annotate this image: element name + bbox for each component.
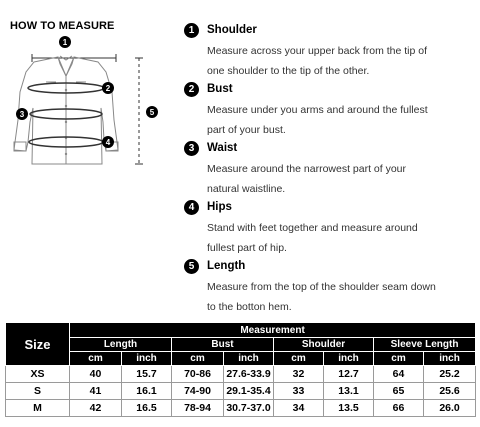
instruction-line: Stand with feet together and measure around (207, 222, 418, 234)
table-cell: 13.5 (324, 400, 374, 417)
table-cell: 15.7 (122, 366, 172, 383)
svg-text:5: 5 (149, 108, 155, 117)
table-row (6, 366, 476, 383)
table-row (6, 400, 476, 417)
unit-header: cm (274, 352, 324, 366)
svg-text:4: 4 (105, 138, 111, 147)
size-cell: M (6, 400, 70, 417)
instruction-waist (184, 140, 476, 199)
unit-header: cm (70, 352, 122, 366)
table-cell: 78-94 (172, 400, 224, 417)
instruction-title: Shoulder (207, 24, 257, 36)
table-cell: 40 (70, 366, 122, 383)
shoulder-header: Shoulder (274, 338, 374, 352)
instruction-line: Measure around the narrowest part of your (207, 163, 407, 175)
size-chart-table (5, 322, 476, 417)
size-cell: S (6, 383, 70, 400)
table-cell: 42 (70, 400, 122, 417)
number-4-icon: 4 (184, 200, 199, 215)
instruction-line: one shoulder to the tip of the other. (207, 65, 370, 77)
instruction-line: part of your bust. (207, 124, 286, 136)
table-cell: 29.1-35.4 (224, 383, 274, 400)
table-cell: 70-86 (172, 366, 224, 383)
number-3-icon: 3 (184, 141, 199, 156)
sleeve-length-header: Sleeve Length (374, 338, 476, 352)
table-cell: 34 (274, 400, 324, 417)
svg-text:1: 1 (62, 38, 68, 47)
table-cell: 32 (274, 366, 324, 383)
table-cell: 26.0 (424, 400, 476, 417)
instruction-line: fullest part of hip. (207, 242, 287, 254)
unit-header: inch (424, 352, 476, 366)
svg-text:2: 2 (105, 84, 111, 93)
shirt-diagram (0, 30, 178, 318)
measure-diagram-panel (0, 0, 178, 318)
instruction-title: Waist (207, 142, 238, 154)
marker-2-icon (102, 82, 114, 94)
instruction-title: Bust (207, 83, 233, 95)
marker-4-icon (102, 136, 114, 148)
table-row (6, 383, 476, 400)
number-5-icon: 5 (184, 259, 199, 274)
how-to-measure-title: HOW TO MEASURE (10, 20, 115, 32)
table-cell: 16.1 (122, 383, 172, 400)
unit-header: inch (324, 352, 374, 366)
marker-1-icon (59, 36, 71, 48)
instruction-line: Measure from the top of the shoulder seam down (207, 281, 436, 293)
table-cell: 16.5 (122, 400, 172, 417)
table-cell: 30.7-37.0 (224, 400, 274, 417)
marker-5-icon (146, 106, 158, 118)
size-header: Size (6, 323, 70, 366)
length-header: Length (70, 338, 172, 352)
table-cell: 25.2 (424, 366, 476, 383)
table-cell: 12.7 (324, 366, 374, 383)
table-cell: 41 (70, 383, 122, 400)
table-cell: 13.1 (324, 383, 374, 400)
size-cell: XS (6, 366, 70, 383)
number-1-icon: 1 (184, 23, 199, 38)
instruction-line: natural waistline. (207, 183, 286, 195)
unit-header: inch (224, 352, 274, 366)
measurement-header: Measurement (70, 323, 476, 338)
instruction-shoulder (184, 22, 476, 81)
instruction-line: Measure across your upper back from the tip of (207, 45, 428, 57)
table-cell: 33 (274, 383, 324, 400)
bust-header: Bust (172, 338, 274, 352)
instruction-line: Measure under you arms and around the fullest (207, 104, 428, 116)
shirt-outline-icon (14, 56, 118, 164)
instruction-title: Hips (207, 201, 232, 213)
table-cell: 65 (374, 383, 424, 400)
table-cell: 64 (374, 366, 424, 383)
unit-header: inch (122, 352, 172, 366)
table-cell: 66 (374, 400, 424, 417)
instruction-length (184, 258, 476, 317)
instruction-line: to the botton hem. (207, 301, 292, 313)
unit-header: cm (172, 352, 224, 366)
table-cell: 74-90 (172, 383, 224, 400)
instruction-title: Length (207, 260, 246, 272)
unit-header: cm (374, 352, 424, 366)
svg-text:3: 3 (19, 110, 25, 119)
instruction-bust (184, 81, 476, 140)
table-cell: 27.6-33.9 (224, 366, 274, 383)
marker-3-icon (16, 108, 28, 120)
instruction-hips (184, 199, 476, 258)
table-cell: 25.6 (424, 383, 476, 400)
number-2-icon: 2 (184, 82, 199, 97)
